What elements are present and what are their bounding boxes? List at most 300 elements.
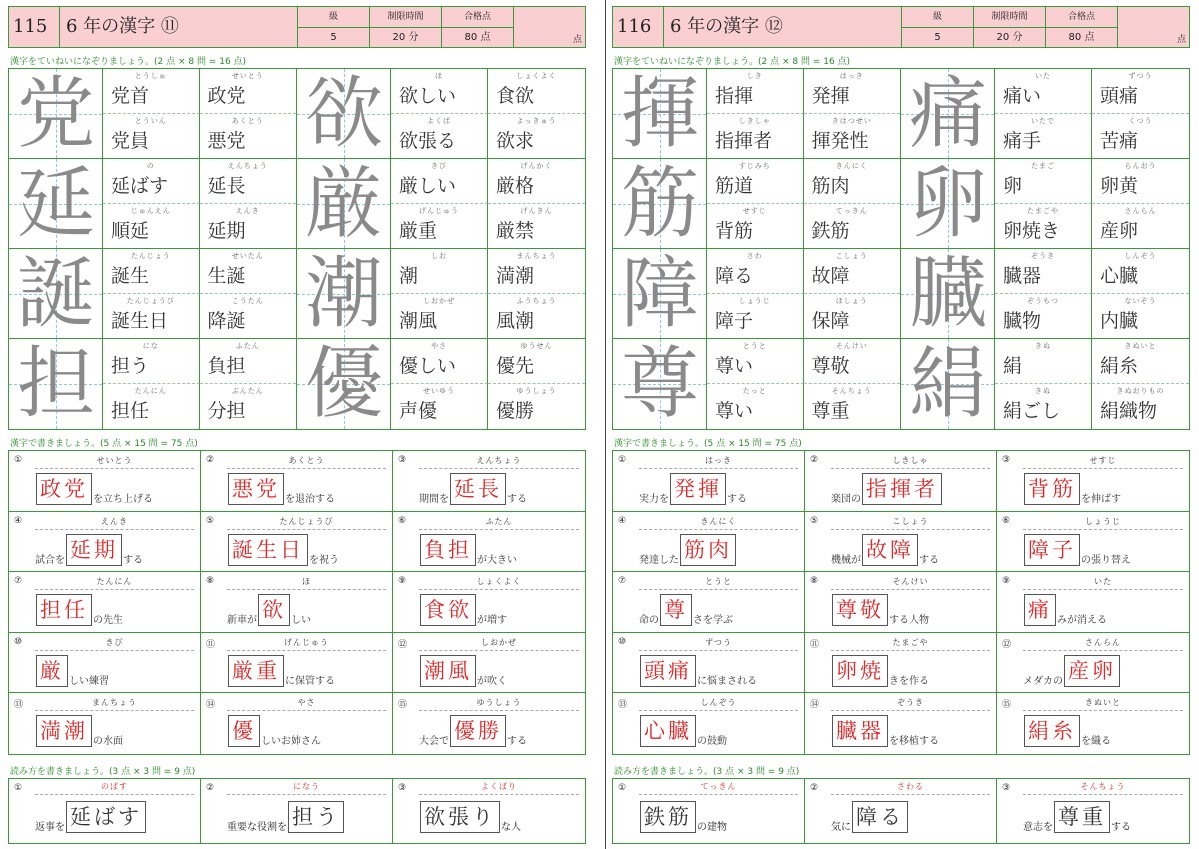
reading-guide-line	[419, 650, 579, 651]
answer-box[interactable]: 頭痛	[640, 655, 696, 687]
vocab-text: 負担	[207, 355, 246, 377]
vocab-reading: とうと	[742, 342, 767, 350]
sentence-after: さを学ぶ	[693, 615, 733, 627]
reading-guide-line	[1023, 529, 1183, 530]
vocab-text: 絹ごし	[1003, 400, 1061, 422]
reading-guide-line	[35, 468, 194, 469]
word-list	[391, 249, 585, 338]
kanji-box: 障る	[852, 801, 908, 833]
answer-box[interactable]: 尊	[660, 594, 692, 626]
kanji-box: 欲張り	[420, 801, 500, 833]
sheet-header	[8, 6, 586, 48]
level-cell	[901, 7, 973, 47]
vocab-reading: ずつう	[1128, 72, 1153, 80]
answer-box[interactable]: 負担	[420, 534, 476, 566]
trace-kanji-box[interactable]	[297, 69, 391, 158]
time-limit-value: 20 分	[996, 32, 1023, 43]
vocab-word	[707, 69, 804, 114]
vocab-reading: ぞうき	[1031, 252, 1055, 260]
sentence-after: する	[507, 736, 527, 748]
question-reading: きんにく	[700, 516, 737, 526]
answer-box[interactable]: 延期	[66, 534, 122, 566]
vocab-text: 筋肉	[811, 175, 850, 197]
trace-kanji-box[interactable]	[901, 69, 995, 158]
vocab-reading: くつう	[1128, 116, 1153, 125]
sentence-before: 新車が	[227, 615, 257, 627]
vocab-word	[200, 339, 297, 384]
sentence-before: 重要な役割を	[227, 822, 287, 833]
vocab-text: 厳しい	[399, 175, 457, 197]
write-question	[805, 512, 997, 573]
worksheet-115	[8, 6, 586, 846]
vocab-text: 誕生	[111, 265, 150, 287]
sentence-after: の先生	[93, 615, 123, 627]
vocab-word	[488, 339, 585, 384]
word-list	[707, 159, 900, 248]
vocab-reading: さわ	[746, 252, 763, 260]
answer-box[interactable]: 故障	[862, 534, 918, 566]
vocab-word	[707, 249, 804, 294]
vocab-reading: てっきん	[835, 206, 868, 215]
trace-kanji-box[interactable]	[613, 69, 707, 158]
vocab-word	[804, 69, 901, 114]
question-sentence	[35, 655, 109, 687]
question-number: ⑭	[810, 700, 820, 711]
word-list	[707, 69, 900, 158]
vocab-text: 揮発性	[811, 129, 869, 152]
reading-guide-line	[831, 710, 990, 711]
question-number: ⑮	[1002, 700, 1012, 711]
write-question	[9, 512, 201, 573]
vocab-word	[200, 69, 297, 114]
vocab-text: 心臓	[1100, 265, 1139, 287]
vocab-word	[804, 294, 901, 339]
vocab-text: 分担	[207, 400, 246, 422]
word-list	[103, 339, 296, 429]
vocab-text: 保障	[811, 309, 850, 332]
sentence-after: が大きい	[477, 554, 517, 566]
vocab-reading: ないぞう	[1124, 296, 1157, 305]
vocab-text: 卵	[1003, 175, 1023, 197]
vocab-word	[391, 69, 488, 114]
vocab-reading: こうたん	[231, 296, 264, 305]
kanji-box: 尊重	[1054, 801, 1110, 833]
write-question	[9, 693, 201, 754]
trace-kanji-box[interactable]	[901, 339, 995, 429]
vocab-reading: せすじ	[742, 206, 767, 215]
reading-guide-line	[639, 468, 798, 469]
question-number: ⑦	[14, 576, 23, 587]
reading-guide-line	[639, 710, 798, 711]
trace-kanji-box[interactable]	[297, 159, 391, 248]
question-sentence	[831, 715, 939, 747]
reading-answer[interactable]: になう	[293, 782, 320, 791]
question-reading: しきしゃ	[892, 456, 929, 465]
vocab-word	[103, 204, 200, 249]
sentence-after: の鼓動	[697, 736, 727, 748]
vocab-word	[995, 339, 1092, 384]
sentence-before: 大会で	[419, 736, 449, 748]
write-question	[997, 451, 1189, 512]
question-number: ③	[1002, 783, 1011, 793]
vocab-text: 痛手	[1003, 129, 1042, 152]
answer-box[interactable]: 厳	[36, 655, 68, 687]
answer-box[interactable]: 延長	[450, 473, 506, 505]
question-number: ⑫	[398, 639, 408, 650]
reading-guide-line	[35, 650, 194, 651]
passing-score-cell	[1045, 7, 1117, 47]
vocab-reading: せいゆう	[423, 387, 455, 395]
sentence-after: しい	[291, 615, 311, 627]
question-sentence	[419, 715, 527, 747]
vocab-text: 頭痛	[1100, 85, 1139, 107]
vocab-reading: きぬいと	[1124, 342, 1157, 350]
level-value: 5	[330, 32, 337, 43]
vocab-text: 風潮	[496, 309, 535, 332]
question-reading: やさ	[297, 698, 316, 708]
reading-answer[interactable]: のばす	[101, 782, 128, 791]
vocab-word	[391, 114, 488, 159]
reading-guide-line	[1023, 710, 1183, 711]
question-number: ③	[398, 455, 407, 465]
reading-guide-line	[35, 794, 194, 795]
answer-box[interactable]: 誕生日	[228, 534, 308, 566]
trace-kanji-box[interactable]	[9, 159, 103, 248]
answer-box[interactable]: 心臓	[640, 715, 696, 747]
vocab-word	[391, 384, 488, 429]
answer-box[interactable]: 尊敬	[832, 594, 888, 626]
question-sentence	[831, 534, 939, 566]
vocab-reading: ふうちょう	[516, 296, 557, 305]
vocab-reading: えんちょう	[227, 162, 268, 170]
reading-answer[interactable]: てっきん	[700, 782, 737, 791]
question-sentence	[35, 715, 123, 747]
vocab-text: 欲張る	[399, 129, 457, 152]
trace-kanji-box[interactable]	[9, 339, 103, 429]
question-sentence	[35, 534, 143, 566]
vocab-text: 背筋	[715, 219, 754, 242]
vocab-word	[804, 159, 901, 204]
level-label: 級	[902, 7, 973, 28]
kanji-box: 鉄筋	[640, 801, 696, 833]
write-questions-grid	[612, 450, 1190, 755]
trace-kanji-box[interactable]	[901, 159, 995, 248]
write-question	[613, 572, 805, 633]
vocab-word	[1092, 114, 1189, 159]
vocab-word	[707, 114, 804, 159]
score-field[interactable]	[513, 7, 585, 47]
question-sentence	[35, 801, 147, 833]
answer-box[interactable]: 優勝	[450, 715, 506, 747]
answer-box[interactable]: 満潮	[36, 715, 92, 747]
write-question	[9, 451, 201, 512]
reading-question	[393, 779, 585, 843]
write-questions-grid	[8, 450, 586, 755]
vocab-word	[707, 204, 804, 249]
question-number: ⑮	[398, 700, 408, 711]
answer-box[interactable]: 政党	[36, 473, 92, 505]
trace-kanji-box[interactable]	[297, 339, 391, 429]
trace-kanji-box[interactable]	[613, 339, 707, 429]
vocab-text: 延期	[207, 219, 246, 242]
trace-kanji-box[interactable]	[901, 249, 995, 338]
vocab-word	[488, 114, 585, 159]
reading-guide-line	[831, 650, 990, 651]
write-question	[805, 572, 997, 633]
score-field[interactable]	[1117, 7, 1189, 47]
answer-box[interactable]: 潮風	[420, 655, 476, 687]
score-unit: 点	[1176, 35, 1186, 45]
write-question	[201, 512, 393, 573]
vocab-text: 担任	[111, 400, 150, 422]
question-reading: げんじゅう	[284, 637, 329, 647]
trace-kanji-box[interactable]	[613, 159, 707, 248]
vocab-reading: にな	[142, 342, 159, 350]
question-number: ⑤	[206, 515, 215, 526]
vocab-text: 発揮	[811, 85, 850, 107]
vocab-text: 障る	[715, 265, 754, 287]
question-number: ①	[618, 783, 627, 793]
sentence-after: に悩まされる	[697, 675, 757, 687]
question-number: ⑬	[14, 700, 24, 711]
question-reading: きぬいと	[1085, 698, 1121, 708]
vocab-word	[995, 249, 1092, 294]
vocab-reading: しょうじ	[738, 296, 771, 305]
reading-answer[interactable]: よくばり	[481, 782, 517, 791]
reading-guide-line	[35, 529, 194, 530]
sentence-after: が増す	[477, 615, 507, 627]
sentence-before: メダカの	[1023, 675, 1063, 687]
write-question	[201, 633, 393, 694]
reading-guide-line	[227, 710, 386, 711]
reading-guide-line	[419, 468, 579, 469]
question-sentence	[35, 473, 153, 505]
vocab-text: 指揮	[715, 85, 754, 107]
trace-kanji-box[interactable]	[613, 249, 707, 338]
vocab-text: 党員	[111, 129, 150, 152]
kanji-cell	[9, 249, 297, 339]
vocab-text: 担う	[111, 355, 150, 377]
answer-box[interactable]: 食欲	[420, 594, 476, 626]
question-number: ⑭	[206, 700, 216, 711]
vocab-text: 厳禁	[496, 219, 535, 242]
reading-guide-line	[227, 589, 386, 590]
answer-box[interactable]: 障子	[1024, 534, 1080, 566]
sentence-after: する	[1111, 822, 1131, 833]
question-reading: はっき	[705, 456, 732, 465]
vocab-word	[995, 204, 1092, 249]
trace-kanji: 障	[620, 249, 699, 338]
vocab-text: 順延	[111, 219, 150, 242]
question-sentence	[227, 801, 345, 833]
trace-kanji-box[interactable]	[9, 69, 103, 158]
write-question	[393, 633, 585, 694]
vocab-text: 悪党	[207, 129, 246, 152]
answer-box[interactable]: 筋肉	[680, 534, 736, 566]
sentence-after: しいお姉さん	[261, 736, 321, 748]
vocab-reading: たまご	[1031, 162, 1055, 170]
trace-kanji: 担	[16, 339, 95, 429]
trace-kanji-box[interactable]	[9, 249, 103, 338]
vocab-reading: よっきゅう	[516, 116, 557, 125]
vocab-reading: ほ	[435, 72, 443, 80]
trace-kanji: 揮	[620, 69, 699, 158]
passing-score-label: 合格点	[442, 7, 513, 28]
vocab-word	[995, 69, 1092, 114]
reading-guide-line	[1023, 468, 1183, 469]
vocab-word	[707, 384, 804, 429]
vocab-text: 故障	[811, 265, 850, 287]
question-number: ⑧	[810, 576, 819, 587]
vocab-text: 産卵	[1100, 219, 1139, 242]
question-reading: ぞうき	[897, 698, 924, 708]
kanji-cell	[613, 69, 901, 159]
time-limit-label: 制限時間	[370, 7, 441, 28]
question-reading: こしょう	[892, 516, 929, 526]
vocab-word	[200, 159, 297, 204]
section-write-heading: 漢字で書きましょう。(5 点 × 15 問 = 75 点)	[10, 439, 198, 449]
vocab-text: 尊い	[715, 400, 754, 422]
answer-box[interactable]: 指揮者	[862, 473, 942, 505]
vocab-reading: いたで	[1031, 116, 1055, 125]
sentence-before: 期間を	[419, 494, 449, 505]
vocab-text: 欲しい	[399, 85, 457, 107]
sentence-after: を祝う	[309, 554, 339, 566]
sentence-before: 楽団の	[831, 494, 861, 505]
vocab-text: 絹	[1003, 355, 1023, 377]
question-number: ⑥	[1002, 515, 1011, 526]
word-list	[103, 69, 296, 158]
vocab-reading: ほしょう	[835, 296, 868, 305]
answer-box[interactable]: 優	[228, 715, 260, 747]
vocab-text: 鉄筋	[811, 219, 850, 242]
reading-guide-line	[419, 589, 579, 590]
question-number: ⑩	[618, 636, 627, 647]
question-number: ④	[14, 515, 23, 526]
vocab-reading: しお	[431, 252, 447, 260]
vocab-reading: とうしゅ	[134, 72, 167, 80]
kanji-cell	[9, 339, 297, 429]
question-number: ③	[1002, 455, 1011, 465]
reading-answer[interactable]: そんちょう	[1080, 782, 1126, 791]
sentence-before: 気に	[831, 822, 851, 833]
vocab-text: 尊敬	[811, 355, 850, 377]
vocab-word	[103, 69, 200, 114]
answer-box[interactable]: 欲	[258, 594, 290, 626]
answer-box[interactable]: 悪党	[228, 473, 284, 505]
question-reading: ふたん	[485, 516, 513, 526]
answer-box[interactable]: 発揮	[670, 473, 726, 505]
vocab-word	[488, 204, 585, 249]
answer-box[interactable]: 担任	[36, 594, 92, 626]
reading-question	[9, 779, 201, 843]
sentence-before: 命の	[639, 615, 659, 627]
vocab-word	[391, 204, 488, 249]
vocab-reading: こしょう	[835, 252, 868, 260]
word-list	[995, 339, 1189, 429]
sentence-after: する	[919, 554, 939, 566]
word-list	[995, 249, 1189, 338]
reading-guide-line	[227, 650, 386, 651]
write-question	[393, 512, 585, 573]
answer-box[interactable]: 絹糸	[1024, 715, 1080, 747]
vocab-word	[995, 114, 1092, 159]
vocab-text: 政党	[207, 85, 246, 107]
vocab-word	[488, 384, 585, 429]
vocab-reading: まんちょう	[516, 252, 557, 260]
kanji-cell	[297, 339, 585, 429]
kanji-cell	[901, 249, 1189, 339]
vocab-reading: いた	[1035, 72, 1051, 80]
answer-box[interactable]: 厳重	[228, 655, 284, 687]
question-number: ⑨	[398, 576, 407, 587]
sentence-after: する	[507, 494, 527, 505]
vocab-reading: せいとう	[231, 72, 264, 80]
sentence-after: を伸ばす	[1081, 494, 1121, 505]
vocab-reading: ゆうしょう	[516, 387, 557, 395]
vocab-word	[488, 294, 585, 339]
question-reading: せいとう	[96, 456, 133, 465]
question-sentence	[227, 534, 339, 566]
question-sentence	[1023, 594, 1107, 626]
reading-question	[805, 779, 997, 843]
vocab-word	[804, 339, 901, 384]
vocab-text: 延長	[207, 175, 246, 197]
answer-box[interactable]: 産卵	[1064, 655, 1120, 687]
sentence-after: の建物	[697, 822, 727, 833]
question-sentence	[831, 473, 943, 505]
worksheet-116	[612, 6, 1190, 846]
answer-box[interactable]: 痛	[1024, 594, 1056, 626]
question-sentence	[639, 655, 757, 687]
trace-kanji: 尊	[620, 339, 699, 429]
vocab-word	[103, 159, 200, 204]
vocab-text: 尊重	[811, 400, 850, 422]
kanji-cell	[297, 69, 585, 159]
question-sentence	[227, 715, 321, 747]
answer-box[interactable]: 卵焼	[832, 655, 888, 687]
question-reading: たんにん	[96, 577, 133, 587]
vocab-word	[1092, 159, 1189, 204]
passing-score-cell	[441, 7, 513, 47]
question-sentence	[831, 801, 909, 833]
trace-kanji: 筋	[620, 159, 699, 248]
answer-box[interactable]: 臓器	[832, 715, 888, 747]
kanji-cell	[613, 159, 901, 249]
vocab-reading: たっと	[742, 387, 767, 395]
trace-kanji-box[interactable]	[297, 249, 391, 338]
kanji-box: 延ばす	[66, 801, 146, 833]
vocab-reading: あくとう	[231, 116, 264, 125]
vocab-text: 欲求	[496, 129, 535, 152]
vocab-text: 筋道	[715, 175, 754, 197]
vocab-text: 苦痛	[1100, 129, 1139, 152]
reading-answer[interactable]: さわる	[897, 782, 924, 791]
reading-guide-line	[639, 589, 798, 590]
kanji-box: 担う	[288, 801, 344, 833]
question-sentence	[227, 655, 335, 687]
passing-score-value: 80 点	[1068, 32, 1095, 43]
vocab-reading: そんちょう	[831, 387, 872, 395]
question-reading: あくとう	[288, 456, 325, 465]
answer-box[interactable]: 背筋	[1024, 473, 1080, 505]
trace-kanji: 欲	[304, 69, 383, 158]
trace-kanji: 臓	[908, 249, 987, 338]
write-question	[393, 451, 585, 512]
sheet-title: 6 年の漢字 ⑫	[663, 7, 901, 47]
question-number: ②	[206, 783, 215, 793]
vocab-text: 満潮	[496, 265, 535, 287]
